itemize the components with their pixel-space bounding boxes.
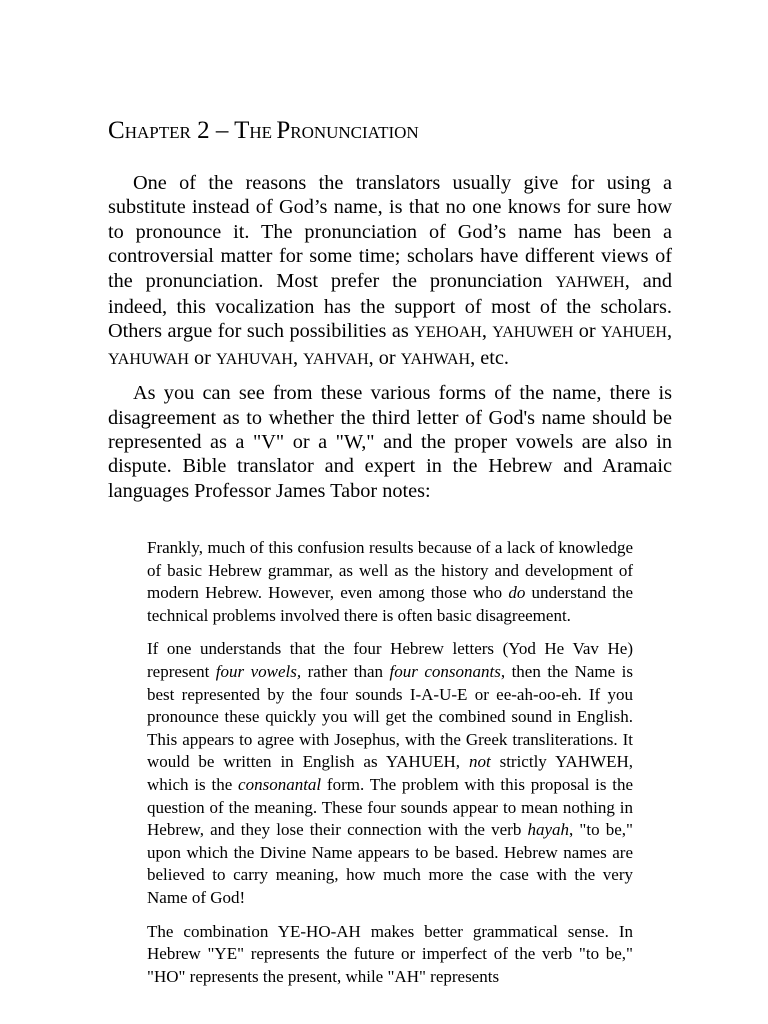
block-quote — [147, 537, 633, 988]
paragraph-1-end: , etc. — [470, 346, 509, 369]
name-variant: YAHUWEH — [492, 324, 574, 342]
name-variant: YAHWEH — [555, 273, 625, 291]
chapter-name-t-initial: T — [234, 117, 250, 144]
paragraph-1-text: , and indeed, this vocalization has the support of most of the scholars. Others argue for such possibilities as — [108, 269, 672, 343]
quote-emphasis: four consonants — [389, 661, 501, 681]
separator: , or — [368, 346, 401, 369]
quote-paragraph-1 — [147, 537, 633, 627]
quote-text: If one understands that the four Hebrew letters (Yod He Vav He) represent — [147, 639, 633, 681]
name-variant: YAHUWAH — [108, 350, 189, 368]
chapter-number: 2 – — [190, 117, 235, 144]
paragraph-2: As you can see from these various forms of the name, there is disagreement as to whether the third letter of God's name should be represented as a "V" or a "W," and the proper vowels are also in dispute. Bible translator and expert in the Hebrew and Aramaic languages Professor James Tabor notes: — [108, 382, 672, 502]
quote-emphasis: four vowels, — [215, 661, 302, 681]
quote-text: , then the Name is best represented by the four sounds I-A-U-E or ee-ah-oo-eh. If you pronounce these quickly you will get the combined sound in English. This appears to agree with Josephus, with the Greek transliterations. It would be written in English as YAHUEH, — [147, 661, 634, 772]
name-variant: YEHOAH — [414, 324, 482, 342]
paragraph-1 — [108, 171, 672, 372]
chapter-name-p-rest: RONUNCIATION — [290, 123, 419, 142]
separator: , — [292, 346, 304, 369]
quote-emphasis: hayah — [527, 820, 570, 840]
separator: or — [573, 320, 602, 343]
quote-text: rather than — [301, 661, 390, 681]
quote-paragraph-2 — [147, 638, 633, 909]
name-variant: YAHVAH — [303, 350, 369, 368]
quote-paragraph-3: The combination YE-HO-AH makes better grammatical sense. In Hebrew "YE" represents the future or imperfect of the verb "to be," "HO" represents the present, while "AH" represents — [147, 921, 633, 986]
quote-text: strictly YAHWEH, which is the — [147, 752, 633, 794]
quote-emphasis: do — [508, 583, 526, 603]
chapter-prefix-rest: HAPTER — [124, 123, 191, 142]
separator: or — [188, 346, 216, 369]
quote-text: form. The problem with this proposal is the question of the meaning. These four sounds appear to mean nothing in Hebrew, and they lose their connection with the verb — [147, 774, 633, 840]
chapter-prefix-initial: C — [108, 117, 125, 144]
quote-text: understand the technical problems involved there is often basic disagreement. — [147, 583, 634, 625]
chapter-name-p-initial: P — [276, 117, 291, 144]
name-variant: YAHUEH — [601, 324, 667, 342]
chapter-title — [108, 116, 419, 148]
separator: , — [481, 320, 493, 343]
paragraph-1-text: One of the reasons the translators usually give for using a substitute instead of God’s name, is that no one knows for sure how to pronounce it. The pronunciation of God’s name has been a controversial matter for some time; scholars have different views of the pronunciation. Most prefer the pronunciation — [108, 172, 672, 292]
chapter-name-t-rest: HE — [249, 123, 277, 142]
quote-emphasis: consonantal — [238, 774, 322, 794]
name-variant: YAHUVAH — [215, 350, 293, 368]
separator: , — [666, 320, 673, 343]
quote-text: Frankly, much of this confusion results because of a lack of knowledge of basic Hebrew grammar, as well as the history and development of modern Hebrew. However, even among those who — [147, 538, 633, 603]
name-variant: YAHWAH — [400, 350, 471, 368]
quote-text: , "to be," upon which the Divine Name appears to be based. Hebrew names are believed to carry meaning, how much more the case with the very Name of God! — [147, 820, 633, 907]
body-text — [108, 171, 672, 503]
quote-emphasis: not — [468, 752, 491, 772]
